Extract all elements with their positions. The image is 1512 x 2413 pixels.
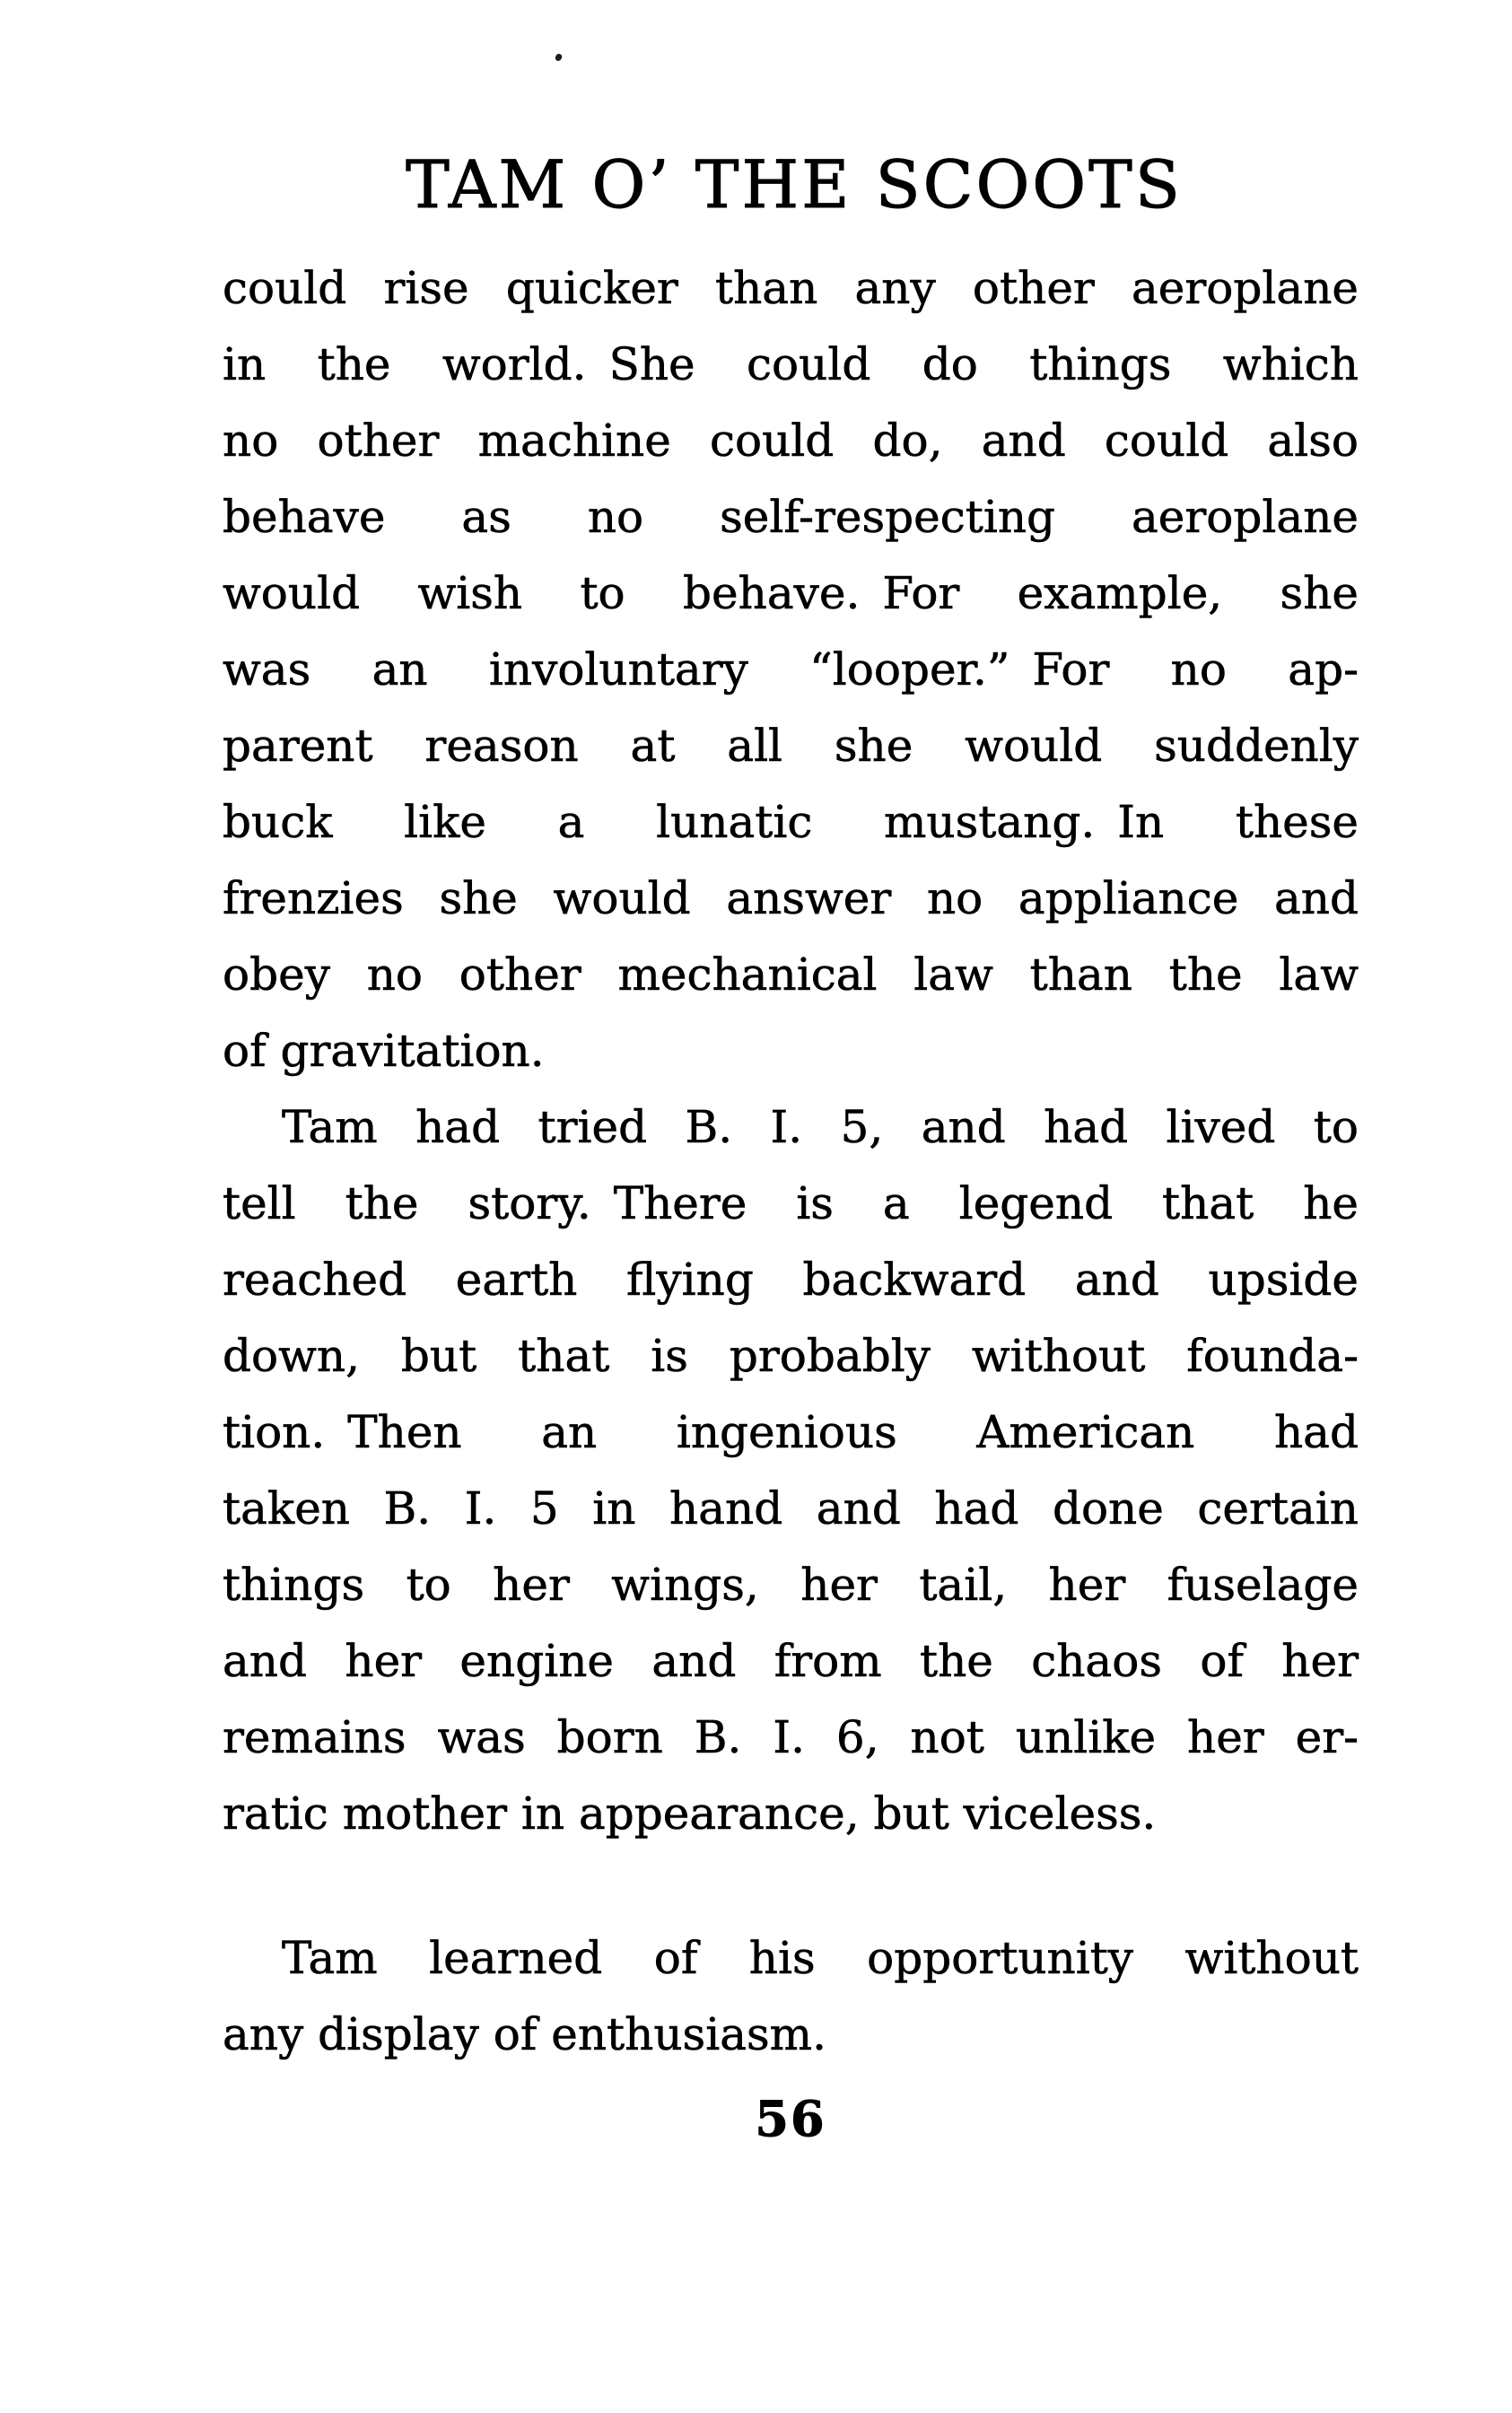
paragraph: [223, 250, 1359, 1089]
ink-speck: [555, 53, 563, 61]
text-block: [223, 250, 1359, 2073]
text-line: Tam had tried B. I. 5, and had lived to: [282, 1101, 1359, 1153]
text-line: could rise quicker than any other aeroplane: [223, 262, 1359, 314]
text-line: down, but that is probably without founda-: [223, 1330, 1359, 1382]
text-line: obey no other mechanical law than the law: [223, 949, 1359, 1001]
text-line: taken B. I. 5 in hand and had done certain: [223, 1482, 1359, 1534]
text-line: and her engine and from the chaos of her: [223, 1635, 1359, 1687]
text-line: in the world. She could do things which: [223, 338, 1359, 390]
paragraph: [223, 1920, 1359, 2073]
text-line: Tam learned of his opportunity without: [282, 1932, 1359, 1984]
text-line: no other machine could do, and could also: [223, 415, 1359, 467]
paragraph: [223, 1089, 1359, 1852]
text-line: behave as no self-respecting aeroplane: [223, 491, 1359, 543]
text-line: remains was born B. I. 6, not unlike her er-: [223, 1711, 1359, 1763]
text-line: ratic mother in appearance, but viceless.: [223, 1788, 1157, 1840]
text-line: things to her wings, her tail, her fuselage: [223, 1559, 1359, 1611]
text-line: buck like a lunatic mustang. In these: [223, 796, 1359, 848]
text-line: any display of enthusiasm.: [223, 2008, 826, 2060]
text-line: frenzies she would answer no appliance and: [223, 872, 1359, 924]
page-number: 56: [755, 2090, 826, 2147]
text-line: parent reason at all she would suddenly: [223, 720, 1359, 772]
text-line: of gravitation.: [223, 1025, 545, 1077]
running-head: TAM O’ THE SCOOTS: [406, 147, 1183, 223]
text-line: would wish to behave. For example, she: [223, 567, 1359, 619]
text-line: reached earth flying backward and upside: [223, 1254, 1359, 1306]
text-line: tell the story. There is a legend that he: [223, 1177, 1359, 1229]
text-line: was an involuntary “looper.” For no ap-: [223, 643, 1359, 695]
text-line: tion. Then an ingenious American had: [223, 1406, 1359, 1458]
